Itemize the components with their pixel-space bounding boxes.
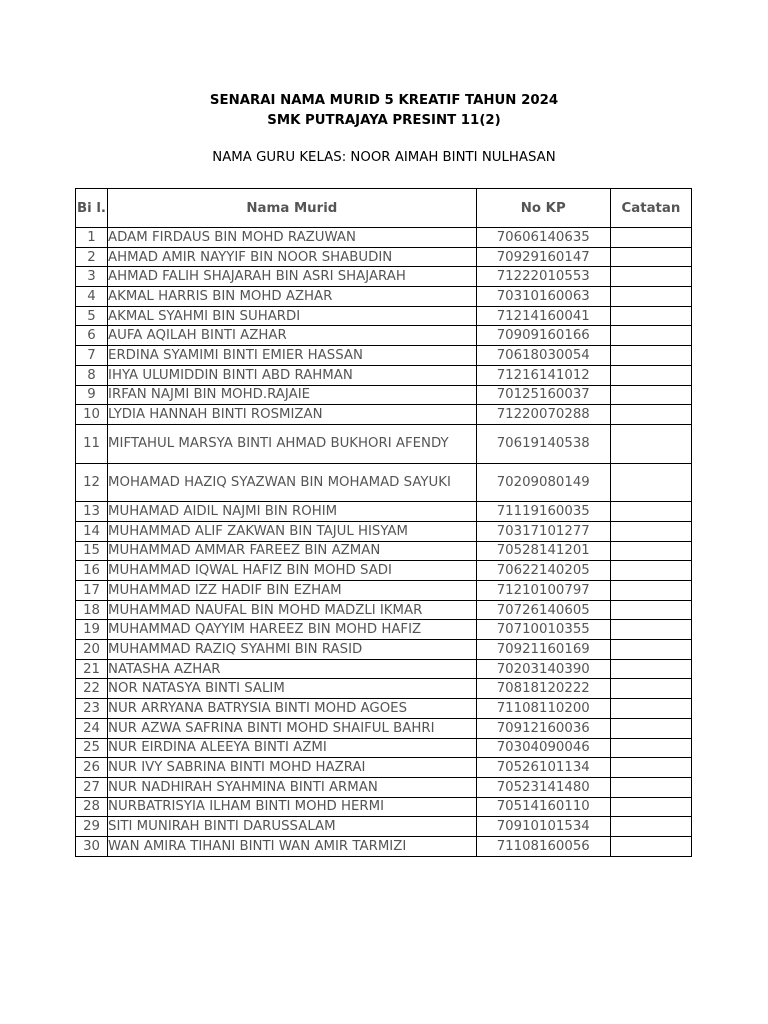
remarks-cell: [610, 541, 691, 561]
remarks-cell: [610, 758, 691, 778]
table-row: [76, 228, 692, 248]
row-number: 20: [76, 640, 108, 660]
table-row: [76, 247, 692, 267]
remarks-cell: [610, 247, 691, 267]
student-id-number: 70526101134: [476, 758, 610, 778]
row-number: 12: [76, 463, 108, 502]
row-number: 21: [76, 659, 108, 679]
table-row: [76, 502, 692, 522]
table-row: [76, 405, 692, 425]
student-name: AHMAD AMIR NAYYIF BIN NOOR SHABUDIN: [108, 247, 477, 267]
student-name: IRFAN NAJMI BIN MOHD.RAJAIE: [108, 385, 477, 405]
table-row: [76, 699, 692, 719]
column-header-no-kp: No KP: [476, 189, 610, 228]
student-name: NATASHA AZHAR: [108, 659, 477, 679]
table-row: [76, 463, 692, 502]
table-row: [76, 541, 692, 561]
row-number: 1: [76, 228, 108, 248]
row-number: 22: [76, 679, 108, 699]
remarks-cell: [610, 718, 691, 738]
document-title: [0, 91, 768, 131]
table-row: [76, 758, 692, 778]
row-number: 10: [76, 405, 108, 425]
student-id-number: 70209080149: [476, 463, 610, 502]
row-number: 13: [76, 502, 108, 522]
student-name: MUHAMMAD IQWAL HAFIZ BIN MOHD SADI: [108, 561, 477, 581]
table-body: [76, 228, 692, 857]
table-header-row: [76, 189, 692, 228]
row-number: 30: [76, 836, 108, 856]
student-name: ERDINA SYAMIMI BINTI EMIER HASSAN: [108, 346, 477, 366]
remarks-cell: [610, 836, 691, 856]
student-id-number: 70523141480: [476, 777, 610, 797]
student-id-number: 71108110200: [476, 699, 610, 719]
student-name: IHYA ULUMIDDIN BINTI ABD RAHMAN: [108, 365, 477, 385]
title-school-name: SMK PUTRAJAYA PRESINT 11(2): [267, 113, 501, 128]
remarks-cell: [610, 326, 691, 346]
remarks-cell: [610, 620, 691, 640]
remarks-cell: [610, 502, 691, 522]
remarks-cell: [610, 817, 691, 837]
student-id-number: 70317101277: [476, 521, 610, 541]
table-row: [76, 679, 692, 699]
remarks-cell: [610, 463, 691, 502]
column-header-bil: Bi l.: [76, 189, 108, 228]
column-header-nama-murid: Nama Murid: [108, 189, 477, 228]
remarks-cell: [610, 267, 691, 287]
row-number: 11: [76, 424, 108, 463]
student-id-number: 70203140390: [476, 659, 610, 679]
remarks-cell: [610, 365, 691, 385]
table-row: [76, 738, 692, 758]
student-name: ADAM FIRDAUS BIN MOHD RAZUWAN: [108, 228, 477, 248]
student-id-number: 70910101534: [476, 817, 610, 837]
student-name: MUHAMMAD AMMAR FAREEZ BIN AZMAN: [108, 541, 477, 561]
table-row: [76, 287, 692, 307]
student-name: MUHAMMAD RAZIQ SYAHMI BIN RASID: [108, 640, 477, 660]
remarks-cell: [610, 521, 691, 541]
row-number: 3: [76, 267, 108, 287]
table-row: [76, 718, 692, 738]
student-name: AUFA AQILAH BINTI AZHAR: [108, 326, 477, 346]
row-number: 16: [76, 561, 108, 581]
student-name: NUR EIRDINA ALEEYA BINTI AZMI: [108, 738, 477, 758]
student-id-number: 71210100797: [476, 581, 610, 601]
row-number: 24: [76, 718, 108, 738]
student-name: SITI MUNIRAH BINTI DARUSSALAM: [108, 817, 477, 837]
remarks-cell: [610, 424, 691, 463]
student-id-number: 70304090046: [476, 738, 610, 758]
student-name: AHMAD FALIH SHAJARAH BIN ASRI SHAJARAH: [108, 267, 477, 287]
student-id-number: 70921160169: [476, 640, 610, 660]
row-number: 27: [76, 777, 108, 797]
student-id-number: 71222010553: [476, 267, 610, 287]
table-row: [76, 777, 692, 797]
student-id-number: 71214160041: [476, 306, 610, 326]
student-id-number: 70606140635: [476, 228, 610, 248]
table-row: [76, 365, 692, 385]
remarks-cell: [610, 738, 691, 758]
row-number: 9: [76, 385, 108, 405]
student-name: MUHAMMAD ALIF ZAKWAN BIN TAJUL HISYAM: [108, 521, 477, 541]
student-name: MUHAMMAD NAUFAL BIN MOHD MADZLI IKMAR: [108, 600, 477, 620]
remarks-cell: [610, 699, 691, 719]
student-id-number: 71220070288: [476, 405, 610, 425]
student-id-number: 71119160035: [476, 502, 610, 522]
student-id-number: 70726140605: [476, 600, 610, 620]
student-name: MUHAMMAD QAYYIM HAREEZ BIN MOHD HAFIZ: [108, 620, 477, 640]
row-number: 6: [76, 326, 108, 346]
student-name: WAN AMIRA TIHANI BINTI WAN AMIR TARMIZI: [108, 836, 477, 856]
student-id-number: 70929160147: [476, 247, 610, 267]
student-id-number: 70619140538: [476, 424, 610, 463]
student-id-number: 70912160036: [476, 718, 610, 738]
row-number: 2: [76, 247, 108, 267]
table-row: [76, 561, 692, 581]
table-row: [76, 385, 692, 405]
row-number: 17: [76, 581, 108, 601]
column-header-catatan: Catatan: [610, 189, 691, 228]
student-name: AKMAL HARRIS BIN MOHD AZHAR: [108, 287, 477, 307]
student-name: MUHAMAD AIDIL NAJMI BIN ROHIM: [108, 502, 477, 522]
student-id-number: 70909160166: [476, 326, 610, 346]
table-row: [76, 817, 692, 837]
remarks-cell: [610, 287, 691, 307]
remarks-cell: [610, 306, 691, 326]
remarks-cell: [610, 640, 691, 660]
title-class-list: SENARAI NAMA MURID 5 KREATIF TAHUN 2024: [209, 93, 559, 108]
table-row: [76, 581, 692, 601]
student-name: NUR AZWA SAFRINA BINTI MOHD SHAIFUL BAHRI: [108, 718, 477, 738]
student-id-number: 71108160056: [476, 836, 610, 856]
row-number: 28: [76, 797, 108, 817]
table-row: [76, 600, 692, 620]
row-number: 5: [76, 306, 108, 326]
remarks-cell: [610, 385, 691, 405]
table-row: [76, 521, 692, 541]
table-row: [76, 346, 692, 366]
student-name: MIFTAHUL MARSYA BINTI AHMAD BUKHORI AFENDY: [108, 424, 477, 463]
student-id-number: 71216141012: [476, 365, 610, 385]
table-row: [76, 836, 692, 856]
student-name: MOHAMAD HAZIQ SYAZWAN BIN MOHAMAD SAYUKI: [108, 463, 477, 502]
row-number: 18: [76, 600, 108, 620]
row-number: 7: [76, 346, 108, 366]
student-id-number: 70528141201: [476, 541, 610, 561]
table-row: [76, 326, 692, 346]
row-number: 14: [76, 521, 108, 541]
student-name: NURBATRISYIA ILHAM BINTI MOHD HERMI: [108, 797, 477, 817]
student-id-number: 70514160110: [476, 797, 610, 817]
student-name: LYDIA HANNAH BINTI ROSMIZAN: [108, 405, 477, 425]
remarks-cell: [610, 797, 691, 817]
remarks-cell: [610, 228, 691, 248]
row-number: 15: [76, 541, 108, 561]
student-name: NOR NATASYA BINTI SALIM: [108, 679, 477, 699]
remarks-cell: [610, 346, 691, 366]
student-name: MUHAMMAD IZZ HADIF BIN EZHAM: [108, 581, 477, 601]
remarks-cell: [610, 405, 691, 425]
table-row: [76, 424, 692, 463]
row-number: 25: [76, 738, 108, 758]
remarks-cell: [610, 581, 691, 601]
student-id-number: 70125160037: [476, 385, 610, 405]
row-number: 19: [76, 620, 108, 640]
table-row: [76, 659, 692, 679]
student-id-number: 70622140205: [476, 561, 610, 581]
student-id-number: 70310160063: [476, 287, 610, 307]
row-number: 26: [76, 758, 108, 778]
table-row: [76, 620, 692, 640]
remarks-cell: [610, 679, 691, 699]
student-name: NUR IVY SABRINA BINTI MOHD HAZRAI: [108, 758, 477, 778]
student-name: NUR NADHIRAH SYAHMINA BINTI ARMAN: [108, 777, 477, 797]
row-number: 8: [76, 365, 108, 385]
row-number: 4: [76, 287, 108, 307]
class-teacher-line: NAMA GURU KELAS: NOOR AIMAH BINTI NULHASAN: [212, 150, 556, 165]
student-id-number: 70710010355: [476, 620, 610, 640]
table-row: [76, 306, 692, 326]
student-id-number: 70618030054: [476, 346, 610, 366]
table-row: [76, 640, 692, 660]
row-number: 23: [76, 699, 108, 719]
student-id-number: 70818120222: [476, 679, 610, 699]
student-name: AKMAL SYAHMI BIN SUHARDI: [108, 306, 477, 326]
remarks-cell: [610, 777, 691, 797]
remarks-cell: [610, 600, 691, 620]
table-row: [76, 267, 692, 287]
remarks-cell: [610, 561, 691, 581]
student-roster-table: [75, 188, 692, 857]
student-name: NUR ARRYANA BATRYSIA BINTI MOHD AGOES: [108, 699, 477, 719]
row-number: 29: [76, 817, 108, 837]
remarks-cell: [610, 659, 691, 679]
table-row: [76, 797, 692, 817]
